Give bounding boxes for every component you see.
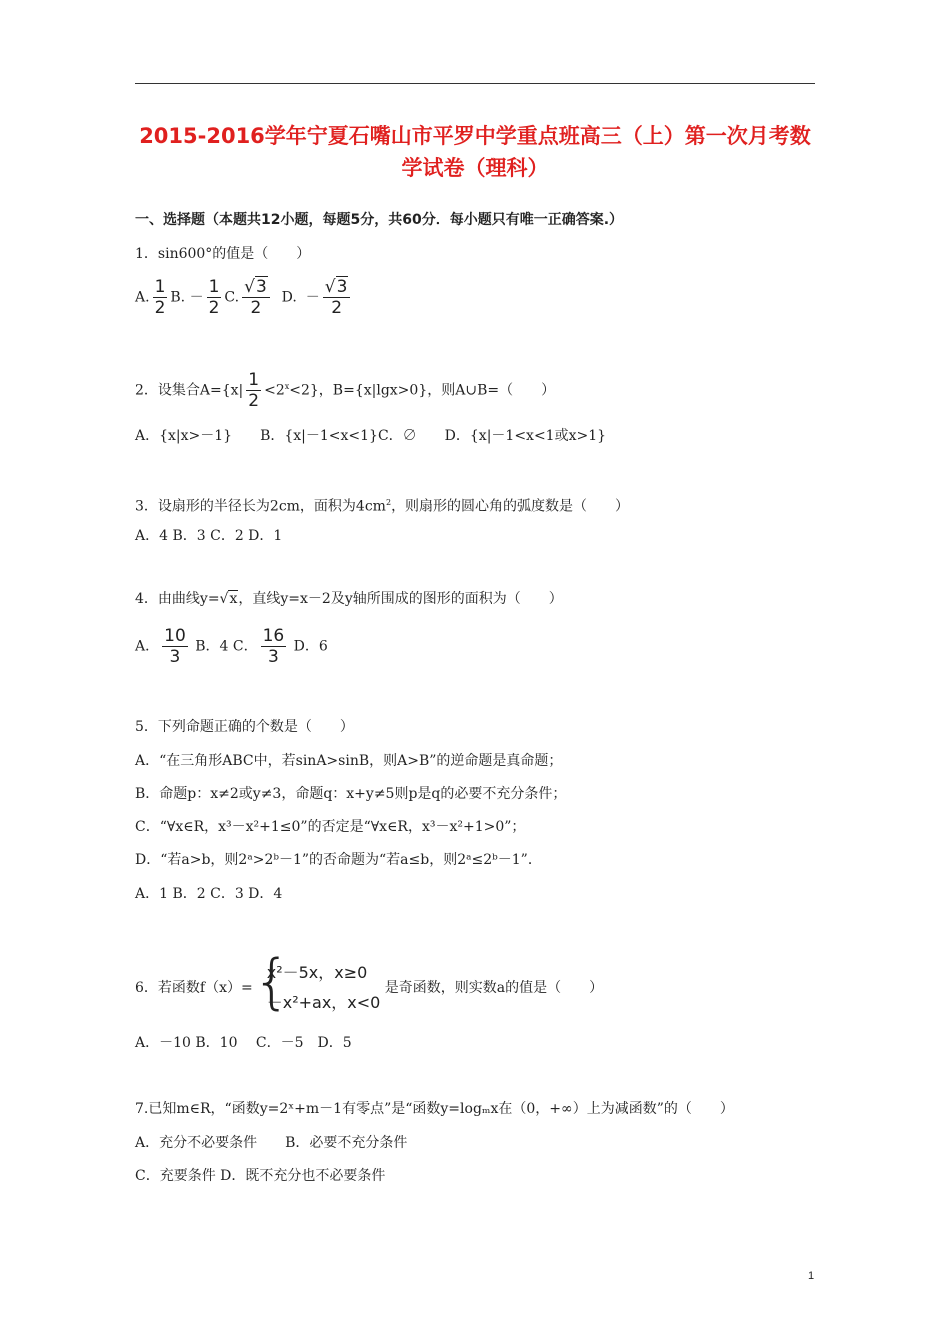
- q1-a-label: A.: [135, 289, 150, 306]
- q1-a-fraction: [153, 277, 168, 318]
- q4-c-den: 3: [267, 647, 279, 667]
- title-line-2: 学试卷（理科）: [401, 156, 549, 180]
- page-number: 1: [808, 1270, 815, 1282]
- q6-case-2: －x²+ax，x<0: [266, 993, 381, 1012]
- q1-b-den: 2: [208, 298, 220, 318]
- q2-stem-post: <2}，B={x|lgx>0}，则A∪B=（ ）: [289, 382, 556, 399]
- q4-a-fraction: [162, 626, 188, 667]
- q2-fraction: [246, 370, 261, 411]
- q1-c-den: 2: [250, 298, 262, 318]
- q7-options-ab: A．充分不必要条件 B．必要不充分条件: [135, 1135, 408, 1151]
- q2-options: A．{x|x>－1} B．{x|－1<x<1}C．∅ D．{x|－1<x<1或x>1}: [135, 428, 607, 444]
- exam-title: [120, 120, 830, 184]
- q3-stem-sup: 2: [385, 498, 392, 507]
- q3-stem-post: ，则扇形的圆心角的弧度数是（ ）: [391, 498, 630, 515]
- q4-c-fraction: [261, 626, 287, 667]
- q1-d-fraction: [323, 277, 351, 318]
- q6-stem-pre: 6．若函数f（x）=: [135, 980, 253, 996]
- q2-den: 2: [248, 391, 260, 411]
- q1-c-radicand: 3: [255, 277, 267, 297]
- q5-option-c: C．“∀x∈R，x³－x²+1≤0”的否定是“∀x∈R，x³－x²+1>0”；: [135, 819, 526, 835]
- q2-stem-pre: 2．设集合A={x|: [135, 382, 244, 399]
- section-heading: 一、选择题（本题共12小题，每题5分，共60分．每小题只有唯一正确答案.）: [135, 212, 624, 228]
- q3-options: A．4 B．3 C．2 D．1: [135, 528, 283, 544]
- q1-a-den: 2: [154, 298, 166, 318]
- q6-options: A．－10 B．10 C．－5 D．5: [135, 1035, 352, 1051]
- q4-stem-pre: 4．由曲线y=: [135, 591, 220, 607]
- q6-piecewise: [252, 947, 381, 1018]
- q1-c-fraction: [242, 277, 270, 318]
- q1-b-num: 1: [208, 277, 220, 297]
- q1-b-fraction: [207, 277, 222, 318]
- q1-stem: 1．sin600°的值是（ ）: [135, 246, 311, 262]
- q4-sqrt: √x: [219, 591, 238, 607]
- q4-a-label: A．: [135, 638, 160, 655]
- q6-case-1: x²－5x，x≥0: [266, 963, 368, 982]
- q4-radicand: x: [229, 591, 238, 607]
- q4-a-num: 10: [164, 626, 186, 646]
- header-rule: [135, 83, 815, 84]
- q4-b-text: B．4 C．: [195, 638, 258, 655]
- q4-options: [135, 626, 328, 667]
- q7-options-cd: C．充要条件 D．既不充分也不必要条件: [135, 1168, 386, 1184]
- q1-b-sign: －: [189, 289, 204, 306]
- q6-brace: {: [252, 947, 291, 1017]
- q5-option-d: D．“若a>b，则2ᵃ>2ᵇ－1”的否命题为“若a≤b，则2ᵃ≤2ᵇ－1”．: [135, 852, 542, 868]
- q4-c-num: 16: [262, 626, 285, 646]
- q6-stem: [135, 947, 604, 1018]
- q5-stem: 5．下列命题正确的个数是（ ）: [135, 719, 354, 735]
- q1-d-sign: －: [305, 289, 320, 306]
- q3-stem: [135, 493, 629, 517]
- q4-d-text: D．6: [293, 638, 328, 655]
- q2-stem: [135, 370, 555, 411]
- q1-d-label: D.: [281, 289, 297, 306]
- q2-stem-mid: <2: [264, 382, 285, 399]
- q4-a-den: 3: [169, 647, 181, 667]
- q3-stem-pre: 3．设扇形的半径长为2cm，面积为4cm: [135, 498, 386, 515]
- q1-d-radicand: 3: [336, 277, 348, 297]
- q1-c-label: C.: [224, 289, 240, 306]
- q1-b-label: B.: [170, 289, 186, 306]
- q4-stem-post: ，直线y=x－2及y轴所围成的图形的面积为（ ）: [238, 591, 563, 607]
- q1-d-den: 2: [331, 298, 343, 318]
- title-line-1: 2015-2016学年宁夏石嘴山市平罗中学重点班高三（上）第一次月考数: [139, 124, 811, 148]
- q6-stem-post: 是奇函数，则实数a的值是（ ）: [384, 980, 604, 996]
- q2-exponent: x: [284, 381, 290, 391]
- q1-d-sqrt: √3: [323, 277, 351, 298]
- q5-option-b: B．命题p：x≠2或y≠3，命题q：x+y≠5则p是q的必要不充分条件；: [135, 786, 567, 802]
- q1-options: [135, 277, 353, 318]
- q1-a-num: 1: [154, 277, 166, 297]
- q5-option-a: A．“在三角形ABC中，若sinA>sinB，则A>B”的逆命题是真命题；: [135, 753, 563, 769]
- q2-num: 1: [248, 370, 260, 390]
- q7-stem: 7.已知m∈R，“函数y=2ˣ+m－1有零点”是“函数y=logₘx在（0，+∞）上为减函数”的（ ）: [135, 1101, 734, 1117]
- q1-c-sqrt: √3: [242, 277, 270, 298]
- q5-options: A．1 B．2 C．3 D．4: [135, 886, 283, 902]
- q4-stem: [135, 589, 563, 609]
